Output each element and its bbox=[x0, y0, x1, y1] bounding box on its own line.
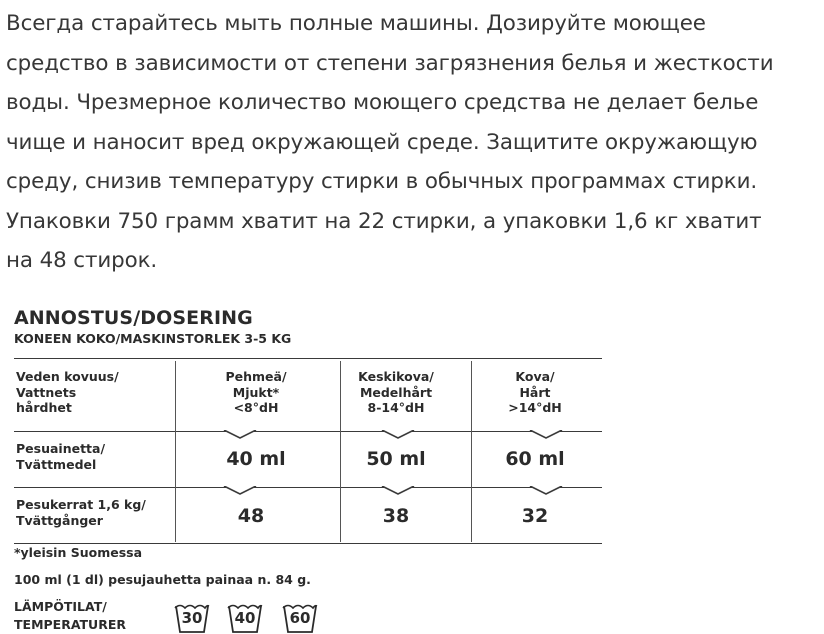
column-header-medium: Keskikova/ Medelhårt 8-14°dH bbox=[358, 369, 434, 415]
intro-line: средство в зависимости от степени загрязнения белья и жесткости bbox=[6, 50, 774, 76]
detergent-hard-value: 60 ml bbox=[505, 448, 565, 470]
column-header-soft: Pehmeä/ Mjukt* <8°dH bbox=[225, 369, 287, 415]
washtub-icon bbox=[174, 600, 210, 634]
water-hardness-label: Veden kovuus/ Vattnets hårdhet bbox=[16, 369, 119, 415]
washtub-icon bbox=[227, 600, 263, 634]
detergent-soft-value: 40 ml bbox=[226, 448, 286, 470]
row-divider-notches bbox=[14, 486, 602, 496]
intro-line: Упаковки 750 грамм хватит на 22 стирки, а упаковки 1,6 кг хватит bbox=[6, 208, 762, 234]
temperature-40: 40 bbox=[234, 609, 256, 627]
dosing-subtitle: KONEEN KOKO/MASKINSTORLEK 3-5 KG bbox=[14, 331, 292, 346]
wash-count-medium-value: 38 bbox=[382, 505, 410, 527]
washtub-icon bbox=[282, 600, 318, 634]
temperature-60: 60 bbox=[289, 609, 311, 627]
detergent-row-label: Pesuainetta/ Tvättmedel bbox=[16, 441, 106, 472]
dosing-title: ANNOSTUS/DOSERING bbox=[14, 307, 253, 329]
row-divider-notches bbox=[14, 430, 602, 440]
intro-line: чище и наносит вред окружающей среде. Защитите окружающую bbox=[6, 129, 758, 155]
column-header-hard: Kova/ Hårt >14°dH bbox=[508, 369, 562, 415]
dosing-panel bbox=[14, 306, 602, 528]
intro-line: Всегда старайтесь мыть полные машины. Дозируйте моющее bbox=[6, 11, 706, 36]
temperature-30: 30 bbox=[181, 609, 203, 627]
temperatures-label: LÄMPÖTILAT/ TEMPERATURER bbox=[14, 599, 126, 632]
wash-count-row-label: Pesukerrat 1,6 kg/ Tvättgånger bbox=[16, 497, 146, 528]
table-rule bbox=[14, 358, 602, 359]
intro-line: на 48 стирок. bbox=[6, 248, 158, 273]
footnote: *yleisin Suomessa bbox=[14, 545, 143, 560]
intro-paragraph bbox=[6, 4, 818, 281]
weight-note: 100 ml (1 dl) pesujauhetta painaa n. 84 g. bbox=[14, 572, 311, 587]
dosing-notes bbox=[14, 545, 614, 588]
detergent-medium-value: 50 ml bbox=[366, 448, 426, 470]
wash-count-hard-value: 32 bbox=[521, 505, 549, 527]
table-rule bbox=[14, 543, 602, 544]
wash-count-soft-value: 48 bbox=[237, 505, 265, 527]
temperatures-section bbox=[14, 598, 614, 632]
intro-line: воды. Чрезмерное количество моющего средства не делает белье bbox=[6, 90, 759, 115]
intro-line: среду, снизив температуру стирки в обычных программах стирки. bbox=[6, 169, 758, 194]
